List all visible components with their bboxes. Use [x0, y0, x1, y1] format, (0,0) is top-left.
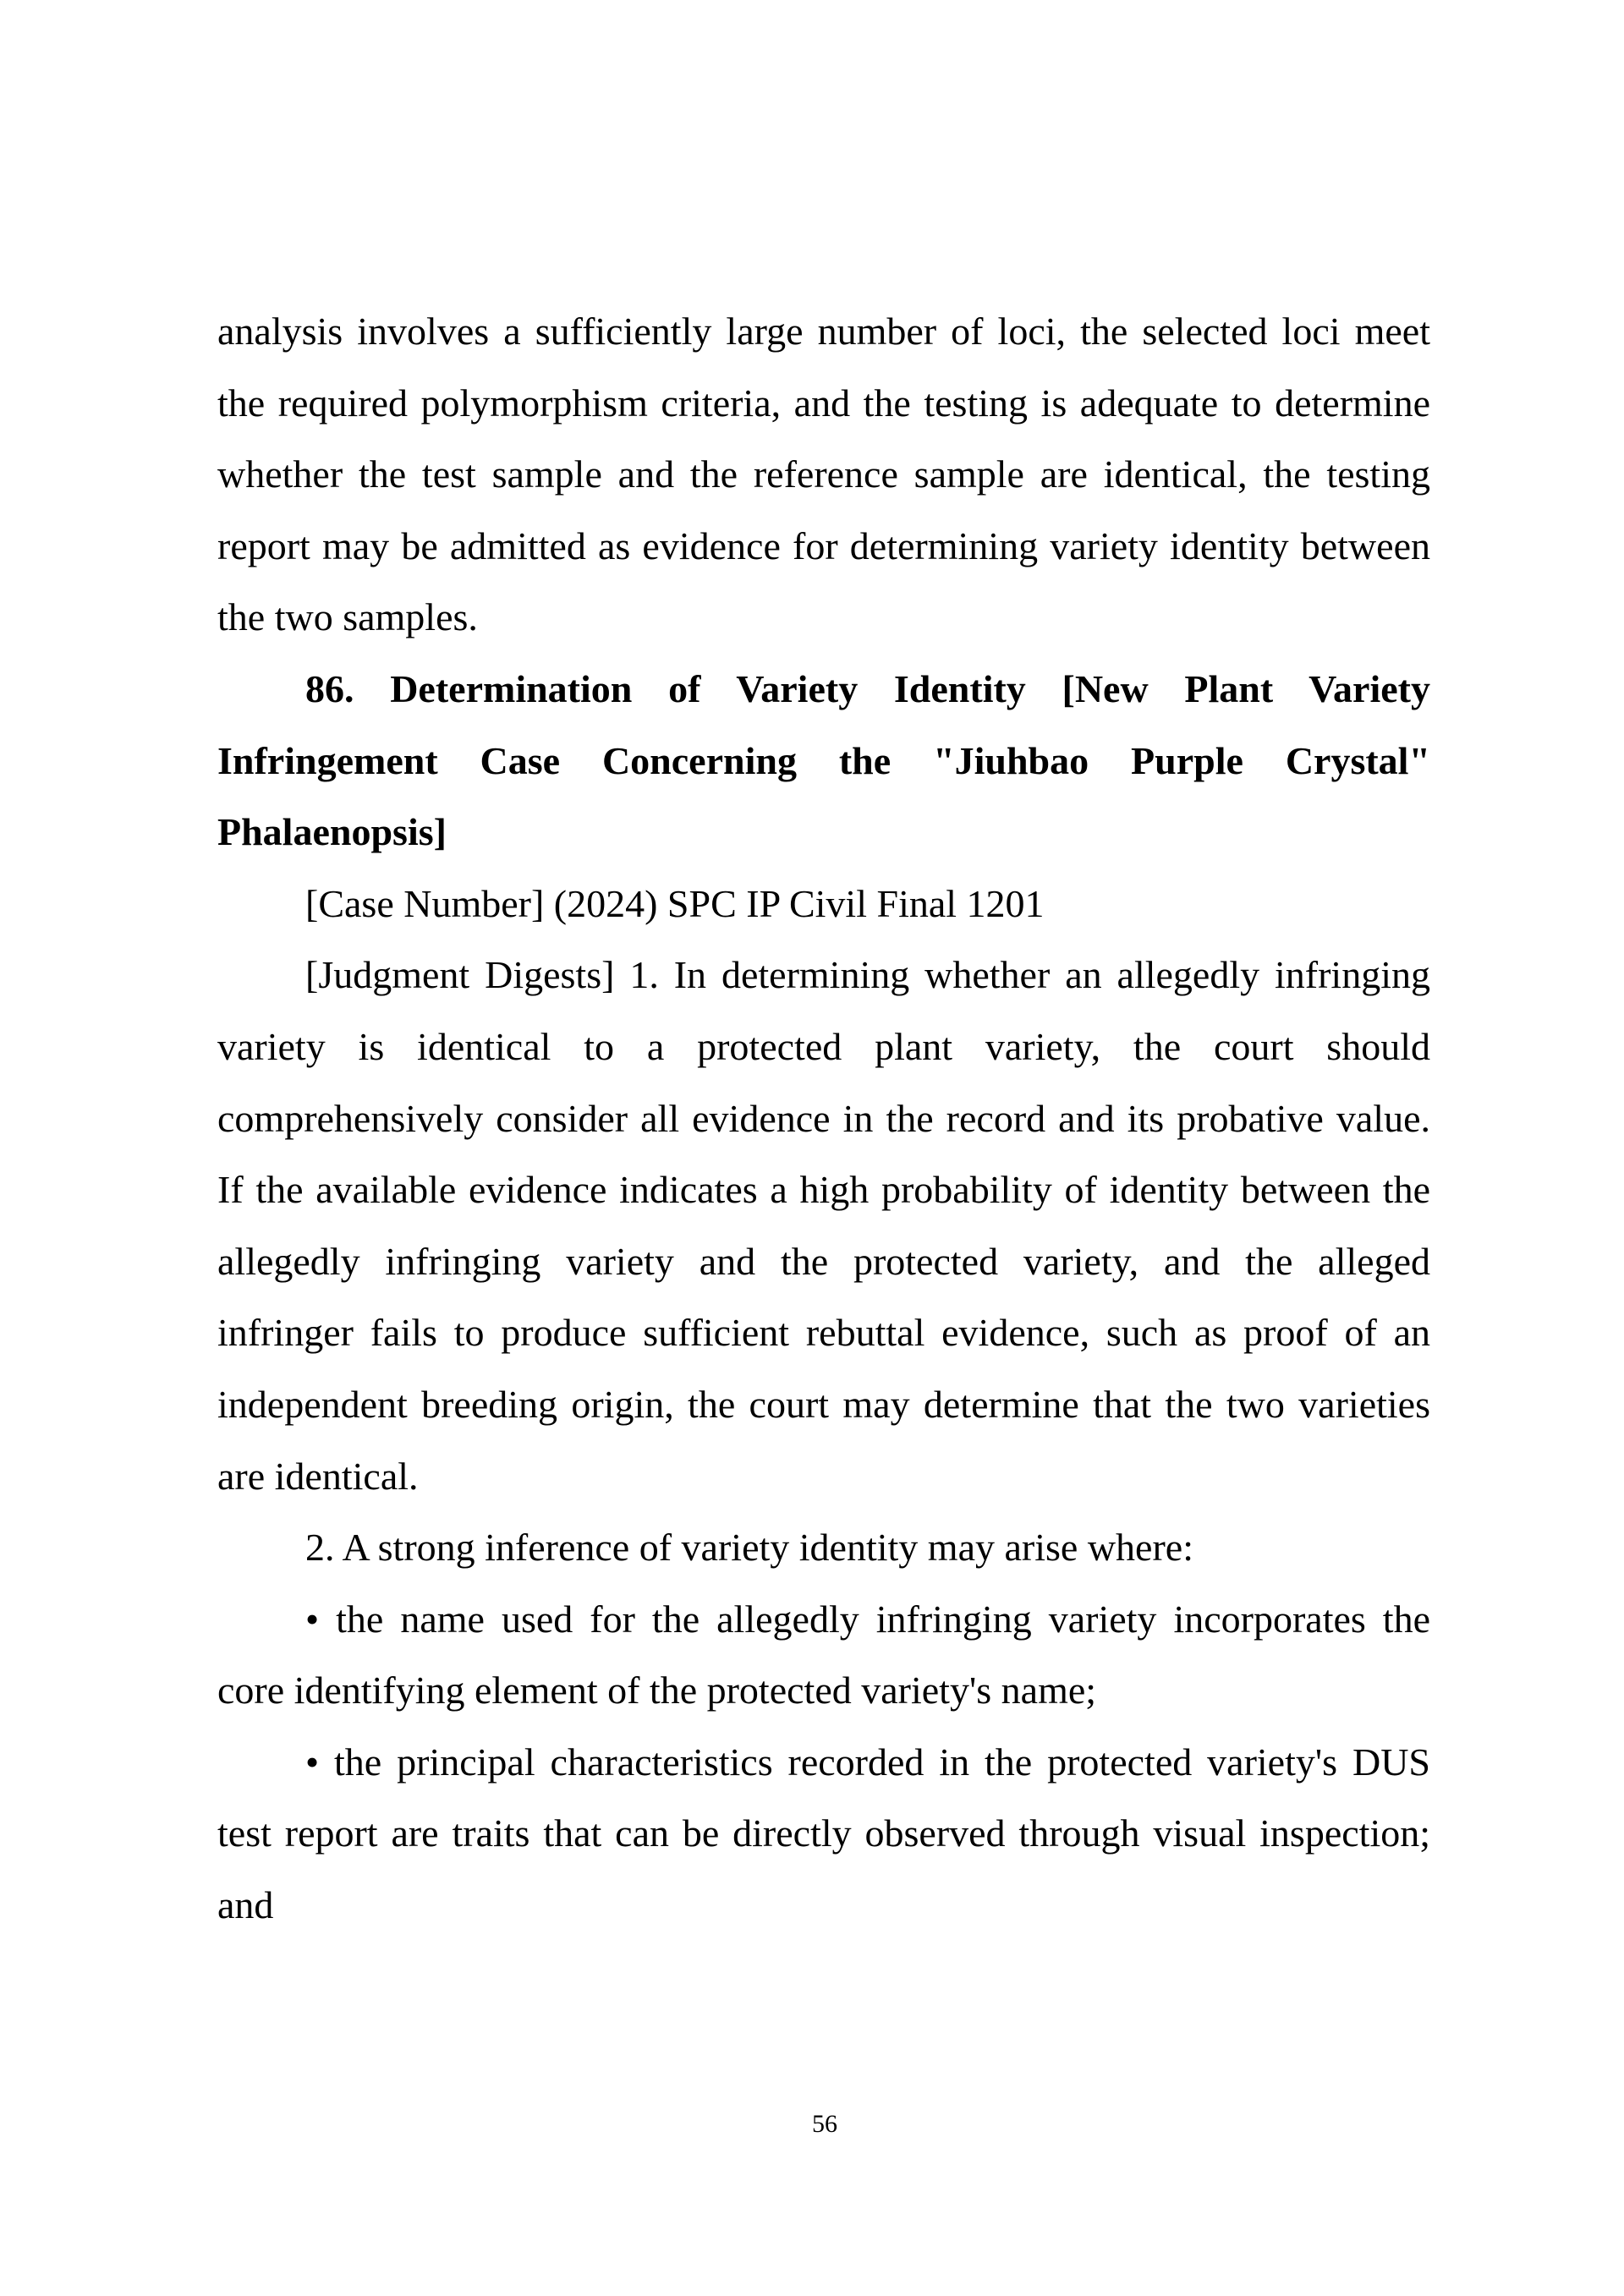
bullet-item [217, 1727, 1430, 1942]
document-body [217, 296, 1430, 1942]
bullet-icon: • [305, 1740, 320, 1784]
section-heading: 86. Determination of Variety Identity [New Plant Variety Infringement Case Concerning the "Jiuhbao Purple Crystal" Phalaenopsis] [217, 666, 1430, 854]
page-number: 56 [812, 2110, 837, 2138]
bullet-text: the name used for the allegedly infringing variety incorporates the core identifying element of the protected variety's name; [217, 1597, 1431, 1712]
digest-2-intro: 2. A strong inference of variety identity may arise where: [305, 1526, 1193, 1570]
bullet-item [217, 1584, 1430, 1727]
bullet-text: the principal characteristics recorded in the protected variety's DUS test report are traits that can be directly observed through visual inspection; and [217, 1740, 1430, 1927]
judgment-digest-1: [Judgment Digests] 1. In determining whether an allegedly infringing variety is identical to a protected plant variety, the court should comprehensively consider all evidence in the record and its probative value. If the available evidence indicates a high probability of identity between the allegedly infringing variety and the protected variety, and the alleged infringer fails to produce sufficient rebuttal evidence, such as proof of an independent breeding origin, the court may determine that the two varieties are identical. [217, 953, 1430, 1498]
case-number: [Case Number] (2024) SPC IP Civil Final 1201 [305, 881, 1045, 925]
continued-paragraph: analysis involves a sufficiently large number of loci, the selected loci meet the required polymorphism criteria, and the testing is adequate to determine whether the test sample and the reference sample are identical, the testing report may be admitted as evidence for determining variety identity between the two samples. [217, 310, 1430, 639]
bullet-icon: • [305, 1597, 320, 1641]
